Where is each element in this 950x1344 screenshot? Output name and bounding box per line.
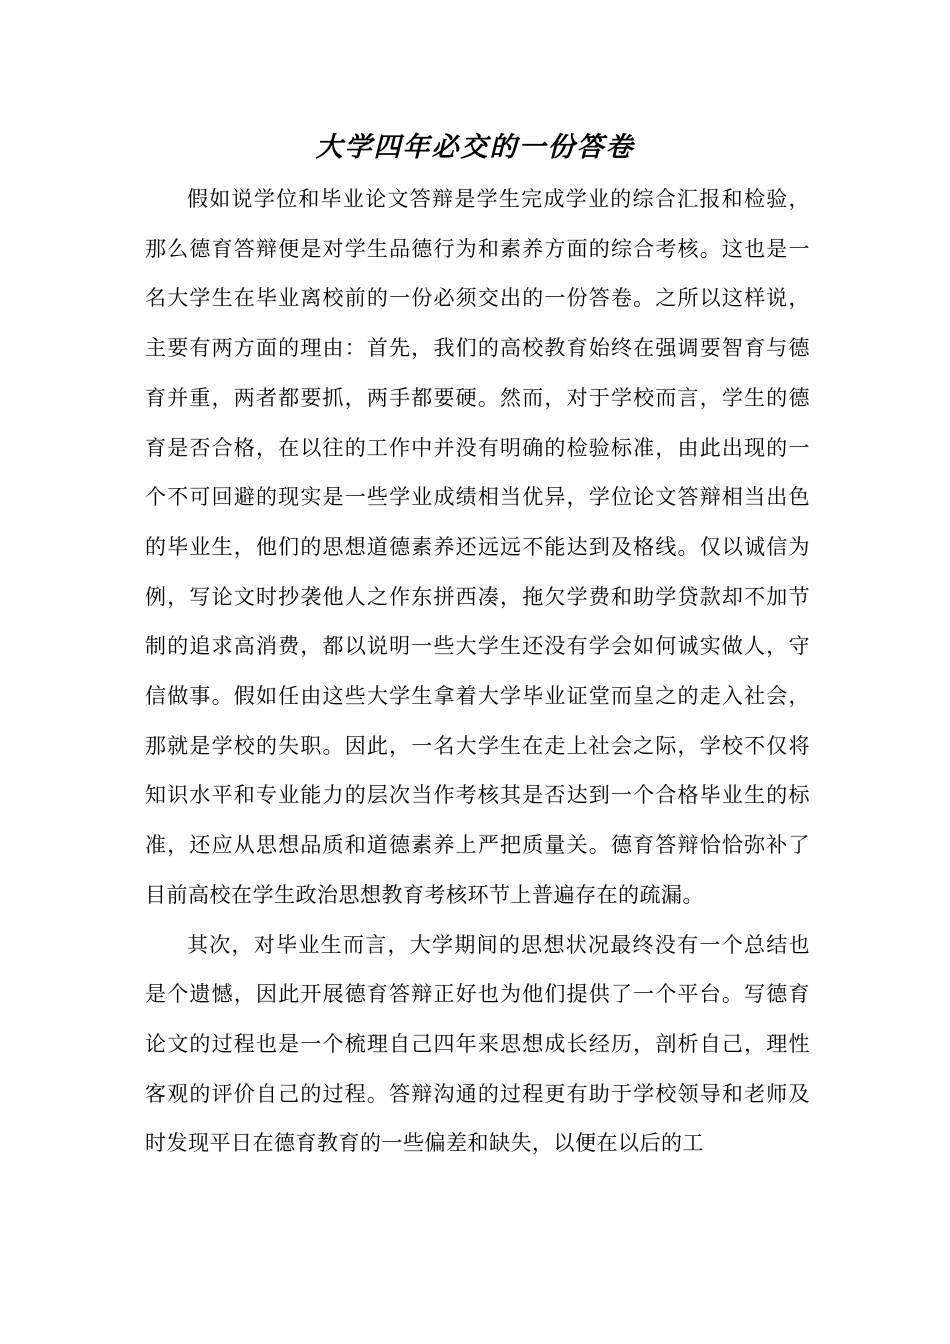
paragraph-1: 假如说学位和毕业论文答辩是学生完成学业的综合汇报和检验，那么德育答辩便是对学生品德行为和素养方面的综合考核。这也是一名大学生在毕业离校前的一份必须交出的一份答卷。之所以这样说，主要有两方面的理由：首先，我们的高校教育始终在强调要智育与德育并重，两者都要抓，两手都要硬。然而，对于学校而言，学生的德育是否合格，在以往的工作中并没有明确的检验标准，由此出现的一个不可回避的现实是一些学业成绩相当优异，学位论文答辩相当出色的毕业生，他们的思想道德素养还远远不能达到及格线。仅以诚信为例，写论文时抄袭他人之作东拼西凑，拖欠学费和助学贷款却不加节制的追求高消费，都以说明一些大学生还没有学会如何诚实做人，守信做事。假如任由这些大学生拿着大学毕业证堂而皇之的走入社会，那就是学校的失职。因此，一名大学生在走上社会之际，学校不仅将知识水平和专业能力的层次当作考核其是否达到一个合格毕业生的标准，还应从思想品质和道德素养上严把质量关。德育答辩恰恰弥补了目前高校在学生政治思想教育考核环节上普遍存在的疏漏。	[145, 187, 810, 907]
document-body	[145, 175, 810, 1169]
paragraph-2: 其次，对毕业生而言，大学期间的思想状况最终没有一个总结也是个遗憾，因此开展德育答辩正好也为他们提供了一个平台。写德育论文的过程也是一个梳理自己四年来思想成长经历，剖析自己，理性客观的评价自己的过程。答辩沟通的过程更有助于学校领导和老师及时发现平日在德育教育的一些偏差和缺失，以便在以后的工	[145, 932, 810, 1156]
document-title: 大学四年必交的一份答卷	[315, 132, 635, 163]
